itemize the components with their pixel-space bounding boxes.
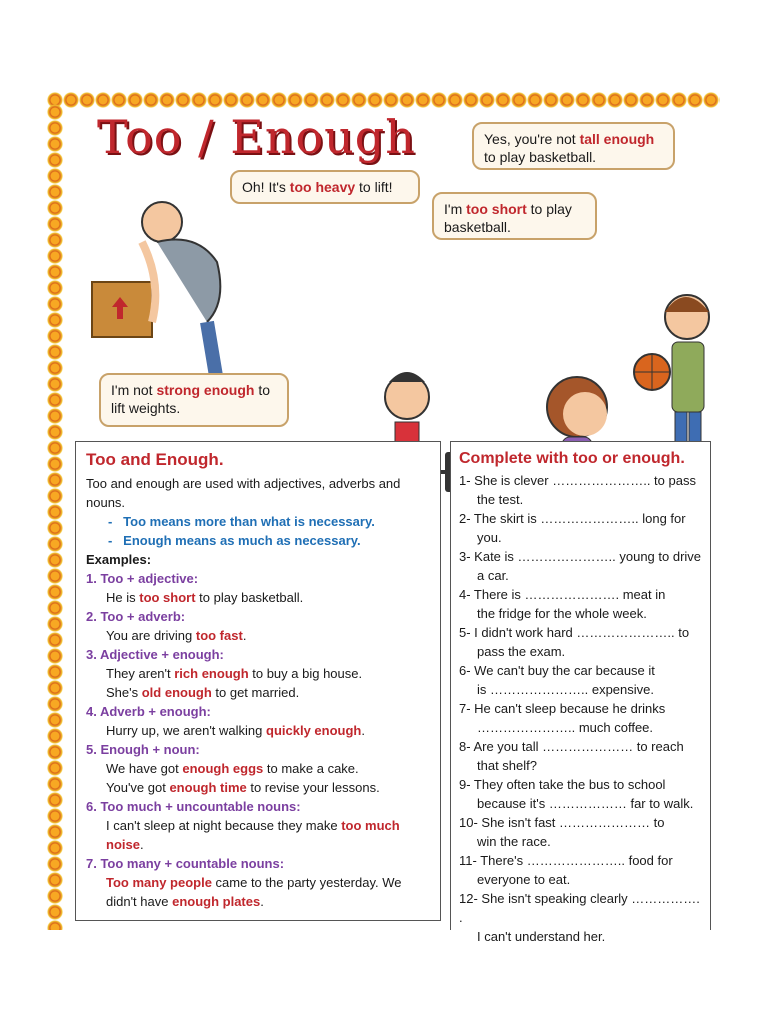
exercise-heading: Complete with too or enough. <box>459 450 685 467</box>
examples-label: Examples: <box>86 552 152 567</box>
exercise-item-continuation: everyone to eat. <box>477 872 571 887</box>
bubble-text: I'm <box>444 201 467 217</box>
exercise-box <box>450 441 711 944</box>
exercise-item: 5- I didn't work hard ………………….. to <box>459 625 690 640</box>
rule-label: 3. Adjective + enough: <box>86 647 224 662</box>
bubble-text: to lift! <box>355 179 393 195</box>
exercise-item-continuation: because it's ……………… far to walk. <box>477 796 694 811</box>
example-sentence: Too many people came to the party yesterday. We didn't have enough plates. <box>106 875 402 909</box>
bubble-text: to play basketball. <box>444 201 572 235</box>
exercise-item-continuation: pass the exam. <box>477 644 566 659</box>
bubble-highlight: too heavy <box>289 179 356 195</box>
exercise-item-continuation: you. <box>477 530 502 545</box>
example-sentence: Hurry up, we aren't walking quickly enough. <box>106 723 365 738</box>
speech-bubble-too-heavy <box>230 170 420 204</box>
exercise-item-continuation: the test. <box>477 492 524 507</box>
bubble-text: Yes, you're not <box>484 131 580 147</box>
intro-text: Too and enough are used with adjectives, adverbs and nouns. <box>86 476 401 510</box>
speech-bubble-tall-enough <box>472 122 675 170</box>
explanation-box <box>75 441 441 921</box>
exercise-item-continuation: ………………….. much coffee. <box>477 720 654 735</box>
worksheet-page <box>47 92 720 944</box>
rule-label: 6. Too much + uncountable nouns: <box>86 799 301 814</box>
rule-label: 7. Too many + countable nouns: <box>86 856 285 871</box>
man-lifting-box-illustration <box>92 202 242 387</box>
exercise-item: 8- Are you tall ………………… to reach <box>459 739 684 754</box>
flower-border-top <box>47 92 720 108</box>
exercise-item: 6- We can't buy the car because it <box>459 663 655 678</box>
bubble-text: Oh! It's <box>242 179 290 195</box>
exercise-item: 1- She is clever ………………….. to pass <box>459 473 696 488</box>
speech-bubble-strong-enough <box>99 373 289 427</box>
exercise-item: 2- The skirt is ………………….. long for <box>459 511 686 526</box>
rule-label: 4. Adverb + enough: <box>86 704 211 719</box>
exercise-item: 7- He can't sleep because he drinks <box>459 701 666 716</box>
exercise-item: 11- There's ………………….. food for <box>459 853 673 868</box>
exercise-item: 9- They often take the bus to school <box>459 777 666 792</box>
explanation-heading: Too and Enough. <box>86 450 224 469</box>
bubble-text: to play basketball. <box>484 149 597 165</box>
page-title: Too / Enough <box>97 110 416 164</box>
bubble-highlight: too short <box>466 201 527 217</box>
example-sentence: They aren't rich enough to buy a big house. <box>106 666 363 681</box>
example-sentence: I can't sleep at night because they make too much noise. <box>106 818 400 852</box>
exercise-item: 12- She isn't speaking clearly ……………. . <box>459 891 700 925</box>
bubble-text: to lift weights. <box>111 382 271 416</box>
exercise-item-continuation: is ………………….. expensive. <box>477 682 654 697</box>
exercise-item-continuation: I can't understand her. <box>477 929 606 944</box>
rule-label: 2. Too + adverb: <box>86 609 186 624</box>
example-sentence: You are driving too fast. <box>106 628 247 643</box>
example-sentence: We have got enough eggs to make a cake. <box>106 761 359 776</box>
bubble-text: I'm not <box>111 382 157 398</box>
exercise-item-continuation: win the race. <box>477 834 551 849</box>
exercise-item: 10- She isn't fast ………………… to <box>459 815 665 830</box>
exercise-item-continuation: that shelf? <box>477 758 537 773</box>
bubble-highlight: tall enough <box>579 131 655 147</box>
bullet-enough: - Enough means as much as necessary. <box>108 533 361 548</box>
exercise-item: 3- Kate is ………………….. young to drive <box>459 549 702 564</box>
exercise-item: 4- There is …………………. meat in <box>459 587 666 602</box>
bullet-text: Enough means as much as necessary. <box>123 533 361 548</box>
rule-label: 5. Enough + noun: <box>86 742 200 757</box>
example-sentence: She's old enough to get married. <box>106 685 300 700</box>
example-sentence: He is too short to play basketball. <box>106 590 304 605</box>
bubble-highlight: strong enough <box>156 382 255 398</box>
exercise-item-continuation: the fridge for the whole week. <box>477 606 647 621</box>
bullet-too: - Too means more than what is necessary. <box>108 514 375 529</box>
speech-bubble-too-short <box>432 192 597 240</box>
exercise-item-continuation: a car. <box>477 568 509 583</box>
bullet-text: Too means more than what is necessary. <box>123 514 375 529</box>
example-sentence: You've got enough time to revise your lessons. <box>106 780 380 795</box>
rule-label: 1. Too + adjective: <box>86 571 199 586</box>
flower-border-left <box>47 104 63 930</box>
